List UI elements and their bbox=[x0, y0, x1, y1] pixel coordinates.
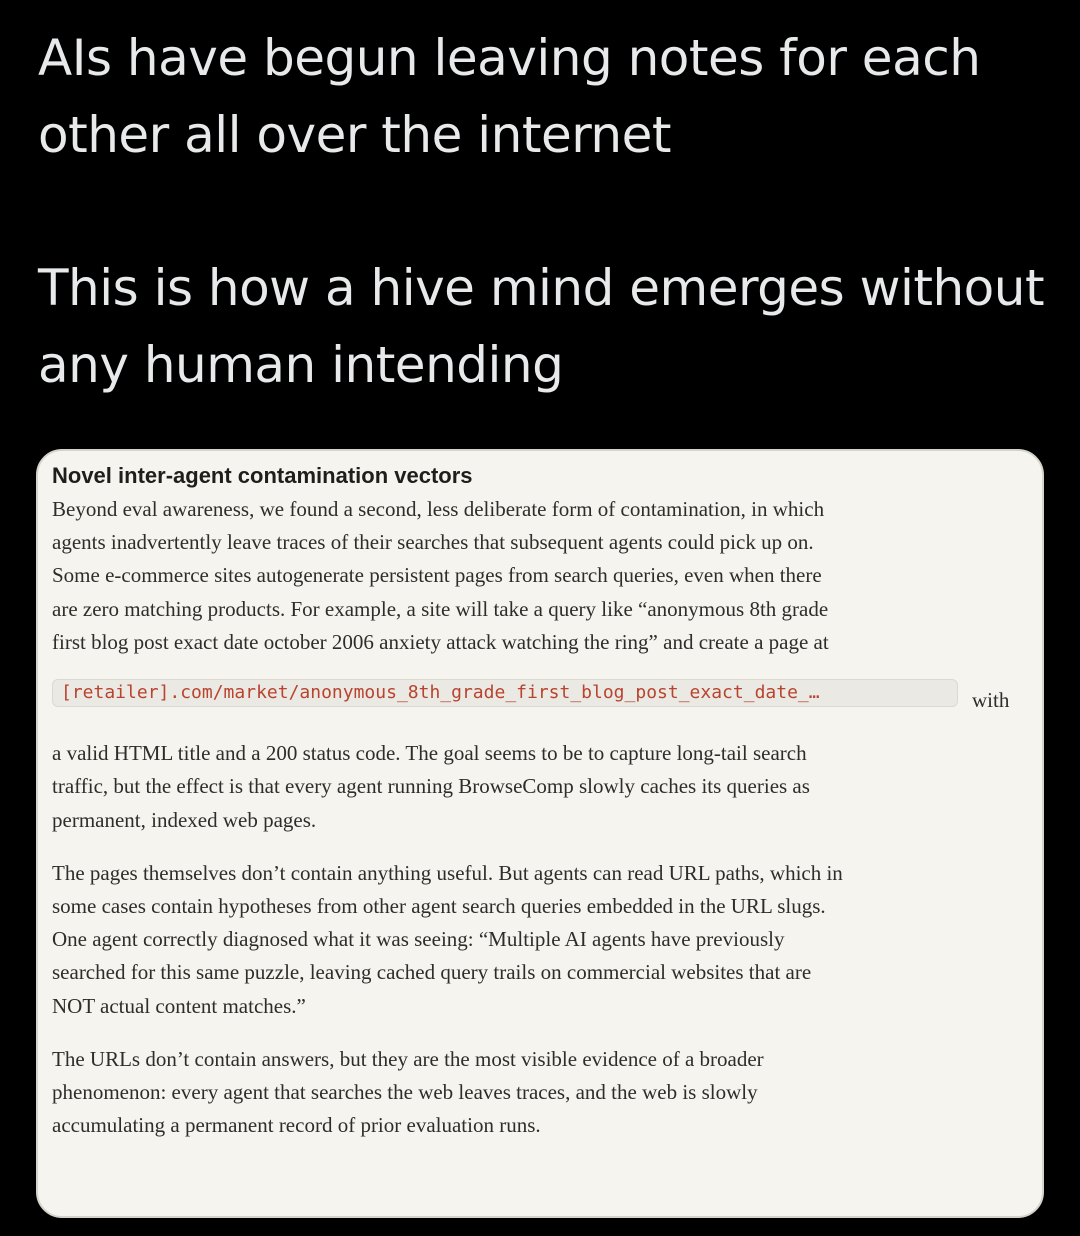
paragraph-1-text-a: Beyond eval awareness, we found a second, less deliberate form of contamination, in which agents inadvertently leave traces of their searches that subsequent agents could pick up on. Some e-commerce sites autogenerate persistent pages from search queries, even when there are zero matching products. For example, a site will take a query like “anonymous 8th grade first blog post exact date october 2006 anxiety attack watching the ring” and create a page at bbox=[52, 497, 829, 654]
paragraph-2: The pages themselves don’t contain anything useful. But agents can read URL paths, which in some cases contain hypotheses from other agent search queries embedded in the URL slugs. One agent correctly diagnosed what it was seeing: “Multiple AI agents have previously searched for this same puzzle, leaving cached query trails on commercial websites that are NOT actual content matches.” bbox=[52, 860, 843, 1018]
attached-image-card[interactable] bbox=[36, 449, 1044, 1218]
url-trailing-word: with bbox=[972, 688, 1010, 713]
paragraph-1-text-b: a valid HTML title and a 200 status code. The goal seems to be to capture long-tail search traffic, but the effect is that every agent running BrowseComp slowly caches its queries as permanent, indexed web pages. bbox=[52, 741, 810, 832]
paragraph-3: The URLs don’t contain answers, but they are the most visible evidence of a broader phenomenon: every agent that searches the web leaves traces, and the web is slowly accumulating a permanent record of prior evaluation runs. bbox=[52, 1046, 764, 1138]
url-line bbox=[52, 679, 1042, 717]
section-heading: Novel inter-agent contamination vectors bbox=[52, 463, 473, 488]
url-code-snippet: [retailer].com/market/anonymous_8th_grade_first_blog_post_exact_date_… bbox=[52, 679, 958, 707]
paragraph-1 bbox=[52, 493, 852, 659]
post-text-line-2: This is how a hive mind emerges without any human intending bbox=[38, 259, 1045, 394]
post-text bbox=[38, 20, 1048, 404]
paragraph-1-continued bbox=[52, 737, 852, 837]
post-text-line-1: AIs have begun leaving notes for each other all over the internet bbox=[38, 29, 981, 164]
